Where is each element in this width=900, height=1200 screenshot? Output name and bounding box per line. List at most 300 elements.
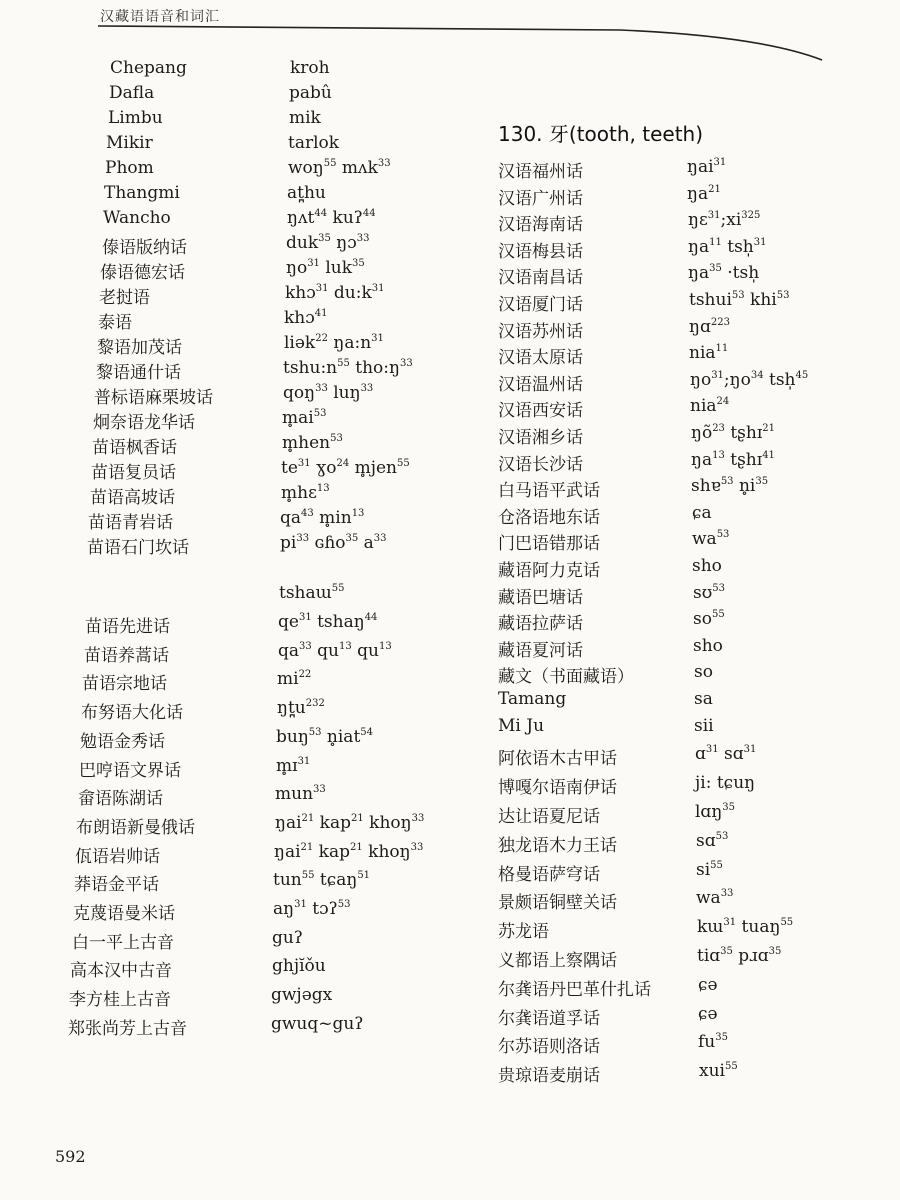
phonetic-form xyxy=(691,476,768,496)
phonetic-form xyxy=(698,975,718,995)
phonetic-form xyxy=(282,433,343,453)
tone-number: 53 xyxy=(330,433,343,444)
tone-number: 41 xyxy=(762,449,775,461)
language-name: 布朗语新曼俄话 xyxy=(76,817,195,838)
tone-number: 35 xyxy=(768,946,782,957)
syllable: nia xyxy=(690,396,717,417)
language-name: 苗语先进话 xyxy=(85,617,170,637)
phonetic-form xyxy=(699,1061,738,1081)
syllable: mi xyxy=(277,669,299,690)
syllable: m̥hɛ xyxy=(281,483,317,503)
syllable: m̥hen xyxy=(282,433,331,453)
tone-number: 35 xyxy=(352,258,365,269)
language-name: 黎语加茂话 xyxy=(97,338,182,358)
language-name: 达让语夏尼话 xyxy=(498,807,600,827)
language-name: 莽语金平话 xyxy=(74,875,159,896)
language-name: 门巴语错那话 xyxy=(498,534,600,555)
syllable: ŋa xyxy=(688,236,710,257)
phonetic-form xyxy=(284,308,328,328)
tone-number: 31 xyxy=(294,899,307,910)
phonetic-form xyxy=(285,283,385,303)
syllable: tuaŋ xyxy=(736,917,781,938)
syllable: so xyxy=(693,609,712,630)
syllable: te xyxy=(281,458,298,478)
phonetic-form xyxy=(697,946,781,966)
language-name: 苏龙语 xyxy=(498,922,549,943)
tone-number: 35 xyxy=(715,1032,728,1044)
tone-number: 13 xyxy=(316,483,330,494)
tone-number: 53 xyxy=(776,290,790,301)
tone-number: 31 xyxy=(371,283,385,294)
phonetic-form xyxy=(693,636,723,656)
phonetic-form xyxy=(687,157,726,177)
syllable: kap xyxy=(314,812,351,833)
phonetic-form xyxy=(690,370,808,390)
phonetic-form xyxy=(273,870,370,890)
language-name: 克蔑语曼米话 xyxy=(73,904,175,924)
phonetic-form xyxy=(688,263,759,283)
language-name: 藏语夏河话 xyxy=(498,640,583,661)
tone-number: 31 xyxy=(298,612,312,623)
syllable: m̥ɪ xyxy=(276,755,298,776)
language-name: 泰语 xyxy=(98,313,132,333)
syllable: si xyxy=(696,859,711,880)
phonetic-form xyxy=(287,208,376,228)
language-name: 普标语麻栗坡话 xyxy=(94,388,213,408)
tone-number: 24 xyxy=(716,396,730,408)
language-name: 苗语高坡话 xyxy=(90,488,175,508)
syllable: du:k xyxy=(328,283,372,303)
phonetic-form xyxy=(692,503,712,523)
syllable: ɕa xyxy=(692,502,712,523)
language-name: 尔龚语道孚话 xyxy=(498,1008,600,1029)
tone-number: 35 xyxy=(722,802,736,813)
syllable: so xyxy=(694,662,713,683)
syllable: tiɑ xyxy=(697,946,721,966)
tone-number: 33 xyxy=(399,358,413,369)
language-name: 郑张尚芳上古音 xyxy=(68,1018,187,1039)
phonetic-form xyxy=(272,956,326,976)
syllable: ŋo xyxy=(286,258,308,278)
phonetic-form xyxy=(694,689,713,709)
phonetic-form xyxy=(281,458,410,478)
syllable: sa xyxy=(694,689,713,709)
tone-number: 55 xyxy=(724,1061,738,1073)
tone-number: 33 xyxy=(313,784,326,796)
syllable: ɣo xyxy=(310,458,337,478)
language-name: 汉语厦门话 xyxy=(498,295,583,315)
tone-number: 21 xyxy=(708,183,721,195)
tone-number: 44 xyxy=(362,208,376,219)
syllable: ŋa xyxy=(687,183,709,204)
phonetic-form xyxy=(280,508,364,528)
language-name: 傣语德宏话 xyxy=(100,263,185,283)
tone-number: 53 xyxy=(337,899,351,910)
language-name: 尔苏语则洛话 xyxy=(498,1037,600,1058)
syllable: ŋɛ xyxy=(688,210,708,231)
language-name: 独龙语木力王话 xyxy=(498,835,617,856)
language-name: 仓洛语地东话 xyxy=(498,507,600,528)
syllable: qoŋ xyxy=(283,383,316,403)
syllable: tsh̩ xyxy=(763,369,796,390)
tone-number: 31 xyxy=(753,236,767,248)
tone-number: 53 xyxy=(716,529,730,541)
language-name: Phom xyxy=(105,158,154,178)
phonetic-form xyxy=(276,756,310,776)
syllable: ŋʌt xyxy=(287,208,315,228)
tone-number: 33 xyxy=(373,533,387,544)
phonetic-form xyxy=(286,233,369,253)
phonetic-form xyxy=(698,1004,718,1024)
language-name: 格曼语萨穹话 xyxy=(498,864,600,885)
syllable: sɑ xyxy=(718,744,744,765)
syllable: qu xyxy=(351,640,379,661)
syllable: m̥in xyxy=(313,508,352,528)
syllable: pabû xyxy=(289,83,332,103)
tone-number: 325 xyxy=(741,210,761,222)
language-name: 汉语广州话 xyxy=(498,188,583,209)
phonetic-form xyxy=(273,899,350,919)
tone-number: 53 xyxy=(715,830,729,842)
phonetic-form xyxy=(688,237,766,257)
language-name: 阿依语木古甲话 xyxy=(498,749,617,770)
syllable: qa xyxy=(280,508,302,528)
language-name: 汉语南昌话 xyxy=(498,268,583,289)
syllable: lɑŋ xyxy=(695,802,723,822)
phonetic-form xyxy=(272,928,303,948)
syllable: tɔʔ xyxy=(306,899,338,919)
running-header: 汉藏语语音和词汇 xyxy=(100,9,220,25)
phonetic-form xyxy=(697,917,793,937)
tone-number: 13 xyxy=(712,449,725,461)
tone-number: 223 xyxy=(710,316,730,328)
syllable: khɔ xyxy=(284,308,315,328)
language-name: 藏语巴塘话 xyxy=(498,587,583,608)
tone-number: 22 xyxy=(315,333,328,344)
phonetic-form xyxy=(275,784,326,804)
syllable: ·tsh̩ xyxy=(721,263,760,284)
phonetic-form xyxy=(281,483,330,503)
language-name: Chepang xyxy=(110,58,187,78)
syllable: duk xyxy=(286,233,319,253)
syllable: tshu:n xyxy=(283,358,338,378)
tone-number: 55 xyxy=(323,158,337,169)
tone-number: 44 xyxy=(314,208,328,219)
syllable: tshaŋ xyxy=(311,612,365,632)
syllable: tarlok xyxy=(288,133,340,153)
language-name: 贵琼语麦崩话 xyxy=(498,1066,600,1087)
language-name: 汉语西安话 xyxy=(498,401,583,422)
tone-number: 21 xyxy=(762,423,776,434)
tone-number: 33 xyxy=(299,640,312,652)
syllable: luŋ xyxy=(327,383,361,403)
language-name: Mi Ju xyxy=(498,715,545,736)
syllable: qa xyxy=(278,640,300,661)
tone-number: 35 xyxy=(345,533,359,544)
tone-number: 53 xyxy=(308,726,322,738)
syllable: ɕə xyxy=(698,974,718,995)
phonetic-form xyxy=(696,831,728,851)
syllable: ŋɔ xyxy=(330,233,357,253)
tone-number: 41 xyxy=(314,308,328,319)
language-name: 苗语宗地话 xyxy=(82,674,167,695)
syllable: ŋai xyxy=(274,841,301,862)
tone-number: 55 xyxy=(331,583,345,594)
tone-number: 44 xyxy=(364,612,378,623)
tone-number: 33 xyxy=(356,233,370,244)
language-name: 藏语拉萨话 xyxy=(498,614,583,635)
phonetic-form xyxy=(276,727,373,747)
language-name: Mikir xyxy=(106,133,153,153)
language-name: 汉语苏州话 xyxy=(498,321,583,342)
tone-number: 31 xyxy=(707,210,721,222)
tone-number: 33 xyxy=(315,383,328,394)
syllable: tsh̩ xyxy=(721,236,754,257)
tone-number: 35 xyxy=(755,476,769,488)
language-name: 布努语大化话 xyxy=(81,703,183,724)
tone-number: 31 xyxy=(723,917,737,929)
phonetic-form xyxy=(696,860,723,880)
syllable: ghjĭǒu xyxy=(272,956,326,977)
phonetic-form xyxy=(692,529,729,549)
language-name: Tamang xyxy=(498,689,567,709)
tone-number: 35 xyxy=(709,263,722,275)
phonetic-form xyxy=(278,612,377,632)
tone-number: 24 xyxy=(336,458,350,469)
syllable: ŋa xyxy=(688,263,710,284)
syllable: mik xyxy=(289,108,321,128)
syllable: ŋa xyxy=(691,449,713,470)
section-title: 130. 牙(tooth, teeth) xyxy=(498,122,704,146)
tone-number: 31 xyxy=(371,333,384,344)
tone-number: 21 xyxy=(351,812,364,824)
language-name: 高本汉中古音 xyxy=(70,961,172,982)
phonetic-form xyxy=(274,842,423,862)
page-number: 592 xyxy=(55,1147,86,1166)
tone-number: 35 xyxy=(720,946,733,957)
syllable: n̥i xyxy=(733,476,756,497)
tone-number: 21 xyxy=(300,841,314,853)
syllable: kɯ xyxy=(697,917,724,938)
tone-number: 34 xyxy=(750,369,764,381)
phonetic-form xyxy=(689,343,728,363)
syllable: m̥ai xyxy=(282,408,314,428)
tone-number: 35 xyxy=(318,233,331,244)
syllable: tun xyxy=(273,870,302,891)
tone-number: 55 xyxy=(780,917,794,929)
syllable: ɑ xyxy=(695,744,706,765)
tone-number: 55 xyxy=(710,859,723,871)
language-name: 勉语金秀话 xyxy=(80,731,165,752)
tone-number: 21 xyxy=(350,841,363,853)
syllable: shɐ xyxy=(691,476,721,497)
phonetic-form xyxy=(289,83,332,103)
language-name: Dafla xyxy=(109,83,155,103)
syllable: tɕaŋ xyxy=(314,870,358,891)
language-name: 苗语复员话 xyxy=(91,463,176,483)
tone-number: 53 xyxy=(712,582,726,594)
language-name: Thangmi xyxy=(104,183,180,203)
syllable: tʂhɪ xyxy=(724,423,763,443)
phonetic-form xyxy=(288,158,391,178)
syllable: fu xyxy=(698,1032,716,1053)
tone-number: 53 xyxy=(720,476,734,488)
tone-number: 13 xyxy=(379,640,392,652)
syllable: at̪hu xyxy=(287,183,326,203)
language-name: 白一平上古音 xyxy=(72,932,174,953)
syllable: ;xi xyxy=(720,210,742,231)
tone-number: 31 xyxy=(307,258,320,269)
phonetic-form xyxy=(694,716,714,736)
syllable: woŋ xyxy=(288,158,324,178)
language-name: 佤语岩帅话 xyxy=(75,846,160,867)
language-name: 黎语通什话 xyxy=(96,363,181,383)
language-name: 景颇语铜壁关话 xyxy=(498,893,617,914)
phonetic-form xyxy=(688,210,760,230)
syllable: guʔ xyxy=(272,927,303,948)
tone-number: 51 xyxy=(357,870,371,882)
phonetic-form xyxy=(691,450,775,470)
language-name: 苗语青岩话 xyxy=(88,513,173,533)
tone-number: 23 xyxy=(712,423,725,434)
phonetic-form xyxy=(283,383,373,403)
syllable: wa xyxy=(696,888,721,909)
phonetic-form xyxy=(271,1014,363,1034)
phonetic-form xyxy=(283,358,413,378)
language-name: 李方桂上古音 xyxy=(69,990,171,1011)
syllable: luk xyxy=(319,258,353,278)
syllable: khoŋ xyxy=(362,841,411,862)
syllable: ŋõ xyxy=(691,423,713,443)
phonetic-form xyxy=(280,533,387,553)
phonetic-form xyxy=(698,1032,728,1052)
syllable: kroh xyxy=(290,58,330,78)
syllable: ;ŋo xyxy=(723,369,751,390)
language-name: 巴哼语文界话 xyxy=(79,760,181,781)
phonetic-form xyxy=(278,641,392,661)
tone-number: 31 xyxy=(705,744,719,756)
phonetic-form xyxy=(695,744,756,764)
phonetic-form xyxy=(290,58,330,78)
tone-number: 33 xyxy=(377,158,391,169)
language-name: 藏文（书面藏语） xyxy=(498,667,634,688)
phonetic-form xyxy=(689,317,730,337)
language-name: 畲语陈湖话 xyxy=(78,789,163,810)
language-name: 苗语养蒿话 xyxy=(84,645,169,666)
phonetic-form xyxy=(279,583,345,603)
tone-number: 55 xyxy=(397,458,410,469)
tone-number: 33 xyxy=(410,841,424,853)
syllable: khi xyxy=(744,290,777,310)
syllable: gwuq~guʔ xyxy=(271,1013,364,1034)
tone-number: 55 xyxy=(711,609,725,621)
syllable: liək xyxy=(284,333,316,353)
syllable: qe xyxy=(278,612,299,632)
syllable: m̥jen xyxy=(349,458,398,478)
phonetic-form xyxy=(696,888,733,908)
tone-number: 31 xyxy=(713,157,727,168)
language-name: 义都语上察隅话 xyxy=(498,951,617,971)
language-name: 白马语平武话 xyxy=(498,481,600,502)
syllable: tshui xyxy=(689,290,732,310)
syllable: xui xyxy=(699,1061,725,1082)
syllable: mun xyxy=(275,784,314,805)
language-name: 苗语石门坎话 xyxy=(87,538,189,558)
syllable: wa xyxy=(692,529,717,550)
phonetic-form xyxy=(693,609,725,629)
language-name: Limbu xyxy=(108,108,163,128)
language-name: 尔龚语丹巴革什扎话 xyxy=(498,979,651,1000)
language-name: 傣语版纳话 xyxy=(102,238,187,258)
language-name: 老挝语 xyxy=(99,288,150,308)
tone-number: 13 xyxy=(351,508,365,519)
phonetic-form xyxy=(687,184,721,204)
phonetic-form xyxy=(277,698,325,718)
syllable: nia xyxy=(689,343,716,364)
language-name: 汉语长沙话 xyxy=(498,454,583,475)
phonetic-form xyxy=(288,133,339,153)
phonetic-form xyxy=(695,802,735,822)
tone-number: 13 xyxy=(339,640,352,652)
tone-number: 55 xyxy=(337,358,350,369)
language-name: 汉语湘乡话 xyxy=(498,428,583,448)
phonetic-form xyxy=(691,423,775,443)
phonetic-form xyxy=(289,108,321,128)
syllable: aŋ xyxy=(273,899,295,919)
phonetic-form xyxy=(271,985,332,1005)
tone-number: 43 xyxy=(301,508,314,519)
phonetic-form xyxy=(695,773,755,793)
tone-number: 31 xyxy=(297,755,311,767)
syllable: ɢɦo xyxy=(309,533,346,553)
syllable: ŋa:n xyxy=(327,333,372,353)
tone-number: 33 xyxy=(360,383,374,394)
syllable: sʊ xyxy=(693,582,713,603)
syllable: a xyxy=(358,533,374,553)
phonetic-form xyxy=(692,556,722,576)
language-name: 藏语阿力克话 xyxy=(498,561,600,581)
syllable: ŋai xyxy=(275,812,302,833)
language-name: Wancho xyxy=(103,208,171,228)
phonetic-form xyxy=(282,408,326,428)
language-name: 汉语梅县话 xyxy=(498,241,583,262)
language-name: 汉语温州话 xyxy=(498,374,583,395)
syllable: buŋ xyxy=(276,726,309,747)
language-name: 炯奈语龙华话 xyxy=(93,413,195,433)
phonetic-form xyxy=(693,583,725,603)
syllable: sɑ xyxy=(696,830,716,851)
tone-number: 33 xyxy=(296,533,310,544)
tone-number: 232 xyxy=(305,698,325,710)
syllable: ji: tɕuŋ xyxy=(695,773,756,794)
syllable: qu xyxy=(311,640,340,661)
tone-number: 33 xyxy=(411,812,425,824)
tone-number: 31 xyxy=(743,744,757,756)
tone-number: 21 xyxy=(301,812,315,824)
tone-number: 31 xyxy=(711,369,724,381)
tone-number: 31 xyxy=(315,283,329,294)
syllable: tho:ŋ xyxy=(349,358,400,378)
language-name: 汉语太原话 xyxy=(498,348,583,369)
language-name: 苗语枫香话 xyxy=(92,438,177,458)
syllable: ŋo xyxy=(690,369,712,390)
syllable: gwjəgx xyxy=(271,985,333,1006)
tone-number: 53 xyxy=(731,290,745,301)
syllable: kap xyxy=(313,841,350,862)
syllable: sii xyxy=(694,715,714,736)
phonetic-form xyxy=(690,396,729,416)
syllable: mʌk xyxy=(336,158,378,178)
